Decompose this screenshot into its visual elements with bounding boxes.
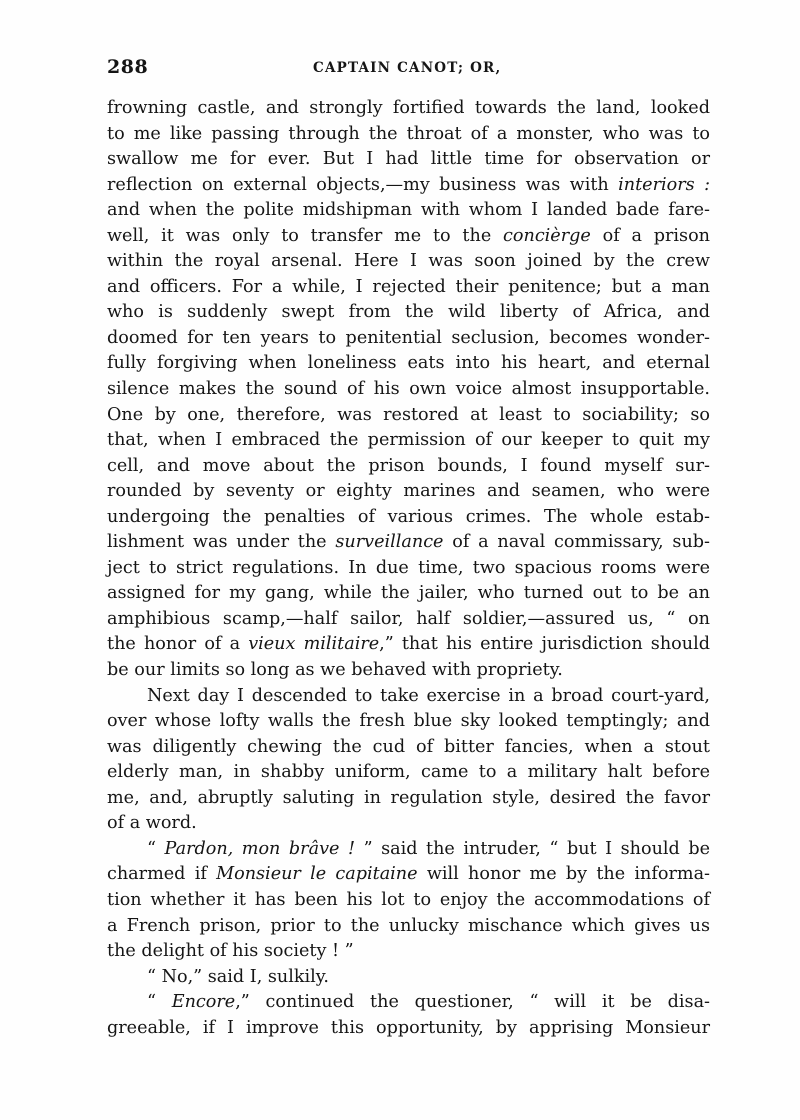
text-line: be our limits so long as we behaved with propriety. xyxy=(107,660,563,681)
text-line: within the royal arsenal. Here I was soon joined by the crew xyxy=(107,251,710,272)
text-line: “ Encore,” continued the questioner, “ will it be disa- xyxy=(147,992,711,1013)
text-line: that, when I embraced the permission of our keeper to quit my xyxy=(107,430,710,451)
text-line: elderly man, in shabby uniform, came to a military halt before xyxy=(107,762,710,783)
text-line: fully forgiving when loneliness eats into his heart, and eternal xyxy=(107,353,710,374)
page-number: 288 xyxy=(107,56,149,78)
text-line: cell, and move about the prison bounds, I found myself sur- xyxy=(107,455,710,476)
text-line: me, and, abruptly saluting in regulation style, desired the favor xyxy=(107,787,710,808)
text-line: of a word. xyxy=(107,813,197,834)
text-line: silence makes the sound of his own voice almost insupportable. xyxy=(107,379,710,400)
body-text xyxy=(107,96,710,1041)
text-line: charmed if Monsieur le capitaine will honor me by the informa- xyxy=(107,864,710,885)
text-line: ject to strict regulations. In due time, two spacious rooms were xyxy=(107,557,710,578)
running-head: CAPTAIN CANOT; OR, xyxy=(313,60,502,76)
text-line: the honor of a vieux militaire,” that his entire jurisdiction should xyxy=(107,634,710,655)
text-line: Next day I descended to take exercise in a broad court-yard, xyxy=(147,685,710,706)
text-line: rounded by seventy or eighty marines and seamen, who were xyxy=(107,481,710,502)
text-line: over whose lofty walls the fresh blue sky looked temptingly; and xyxy=(107,711,710,732)
text-line: One by one, therefore, was restored at least to sociability; so xyxy=(107,404,710,425)
text-line: was diligently chewing the cud of bitter fancies, when a stout xyxy=(107,736,710,757)
text-line: to me like passing through the throat of a monster, who was to xyxy=(107,123,710,144)
text-line: swallow me for ever. But I had little time for observation or xyxy=(107,149,710,170)
text-line: “ No,” said I, sulkily. xyxy=(147,966,329,987)
text-line: and officers. For a while, I rejected their penitence; but a man xyxy=(107,276,710,297)
text-line: doomed for ten years to penitential seclusion, becomes wonder- xyxy=(107,327,710,348)
text-line: tion whether it has been his lot to enjoy the accommodations of xyxy=(107,889,710,910)
text-line: who is suddenly swept from the wild liberty of Africa, and xyxy=(107,302,710,323)
text-line: the delight of his society ! ” xyxy=(107,941,354,962)
text-line: amphibious scamp,—half sailor, half soldier,—assured us, “ on xyxy=(107,608,710,629)
text-line: well, it was only to transfer me to the concièrge of a prison xyxy=(107,225,711,246)
text-line: “ Pardon, mon brâve ! ” said the intruder, “ but I should be xyxy=(147,838,710,859)
text-line: assigned for my gang, while the jailer, who turned out to be an xyxy=(107,583,710,604)
text-line: reflection on external objects,—my business was with interiors : xyxy=(107,174,711,195)
text-line: frowning castle, and strongly fortified towards the land, looked xyxy=(107,98,710,118)
page-header xyxy=(107,56,707,86)
text-line: a French prison, prior to the unlucky mischance which gives us xyxy=(107,915,710,936)
text-line: greeable, if I improve this opportunity, by apprising Monsieur xyxy=(107,1017,710,1038)
text-line: undergoing the penalties of various crimes. The whole estab- xyxy=(107,506,710,527)
text-line: lishment was under the surveillance of a naval commissary, sub- xyxy=(107,532,710,553)
text-line: and when the polite midshipman with whom I landed bade fare- xyxy=(107,200,710,221)
